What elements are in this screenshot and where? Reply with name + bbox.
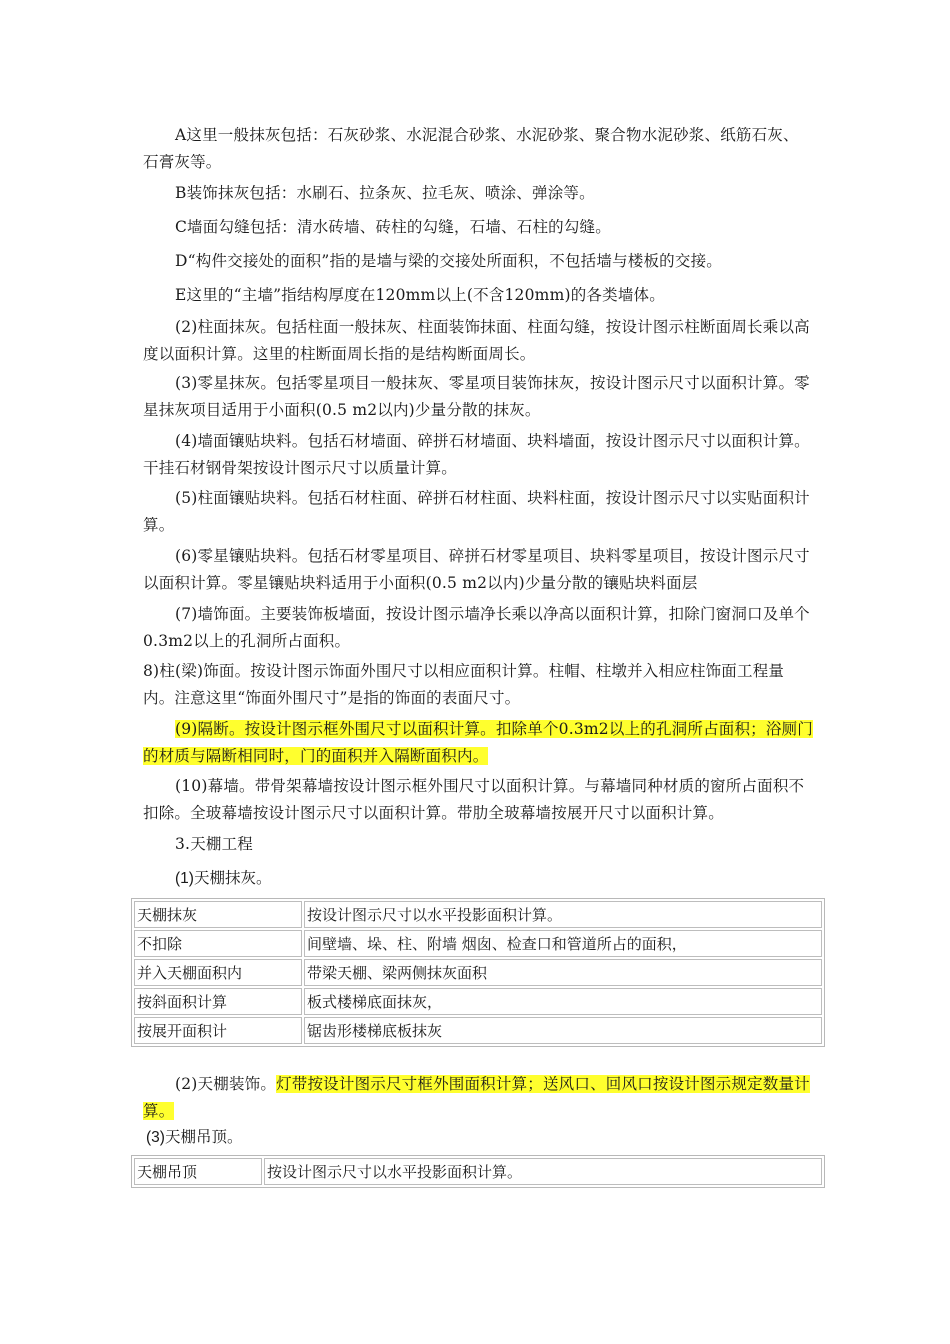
table-cell-value: 间壁墙、垛、柱、附墙 烟囱、检查口和管道所占的面积， (304, 930, 822, 957)
table-cell-label: 按展开面积计 (134, 1017, 302, 1044)
paragraph-partition (143, 716, 813, 770)
paragraph-misc-plaster: (3)零星抹灰。包括零星项目一般抹灰、零星项目装饰抹灰，按设计图示尺寸以面积计算。零星抹灰项目适用于小面积(0.5 m2以内)少量分散的抹灰。 (143, 374, 810, 419)
paragraph-e: E这里的“主墙”指结构厚度在120mm以上(不含120mm)的各类墙体。 (175, 286, 665, 304)
table-cell-label: 不扣除 (134, 930, 302, 957)
paragraph-b: B装饰抹灰包括：水刷石、拉条灰、拉毛灰、喷涂、弹涂等。 (175, 184, 595, 202)
paragraph-wall-finish: (7)墙饰面。主要装饰板墙面，按设计图示墙净长乘以净高以面积计算，扣除门窗洞口及单个0.3m2以上的孔洞所占面积。 (143, 605, 810, 650)
table-cell-value: 按设计图示尺寸以水平投影面积计算。 (264, 1158, 822, 1185)
table-row (134, 988, 822, 1015)
paragraph-a: A这里一般抹灰包括：石灰砂浆、水泥混合砂浆、水泥砂浆、聚合物水泥砂浆、纸筋石灰、石膏灰等。 (143, 126, 799, 171)
table-cell-label: 天棚抹灰 (134, 901, 302, 928)
table-cell-label: 按斜面积计算 (134, 988, 302, 1015)
paragraph-c: C墙面勾缝包括：清水砖墙、砖柱的勾缝，石墙、石柱的勾缝。 (175, 218, 611, 236)
table-cell-value: 按设计图示尺寸以水平投影面积计算。 (304, 901, 822, 928)
table-cell-value: 锯齿形楼梯底板抹灰 (304, 1017, 822, 1044)
paragraph-wall-tiles: (4)墙面镶贴块料。包括石材墙面、碎拼石材墙面、块料墙面，按设计图示尺寸以面积计算。干挂石材钢骨架按设计图示尺寸以质量计算。 (143, 432, 810, 477)
ceiling-plaster-table (131, 898, 825, 1047)
table-row (134, 959, 822, 986)
paragraph-column-plaster: (2)柱面抹灰。包括柱面一般抹灰、柱面装饰抹面、柱面勾缝，按设计图示柱断面周长乘以高度以面积计算。这里的柱断面周长指的是结构断面周长。 (143, 318, 810, 363)
paragraph-column-tiles: (5)柱面镶贴块料。包括石材柱面、碎拼石材柱面、块料柱面，按设计图示尺寸以实贴面积计算。 (143, 489, 810, 534)
ceiling-suspended-table (131, 1155, 825, 1188)
table-cell-value: 带梁天棚、梁两侧抹灰面积 (304, 959, 822, 986)
highlighted-text: (9)隔断。按设计图示框外围尺寸以面积计算。扣除单个0.3m2以上的孔洞所占面积；浴厕门的材质与隔断相同时，门的面积并入隔断面积内。 (143, 720, 813, 765)
paragraph-curtain-wall: (10)幕墙。带骨架幕墙按设计图示框外围尺寸以面积计算。与幕墙同种材质的窗所占面积不扣除。全玻幕墙按设计图示尺寸以面积计算。带肋全玻幕墙按展开尺寸以面积计算。 (143, 777, 805, 822)
table-row (134, 1158, 822, 1185)
subheading-ceiling-plaster: (1)天棚抹灰。 (175, 870, 272, 887)
table-row (134, 901, 822, 928)
table-cell-label: 天棚吊顶 (134, 1158, 262, 1185)
subheading-ceiling-suspended: (3)天棚吊顶。 (146, 1129, 243, 1146)
section-heading-ceiling: 3.天棚工程 (175, 835, 253, 853)
table-cell-value: 板式楼梯底面抹灰， (304, 988, 822, 1015)
paragraph-column-beam-finish: 8)柱(梁)饰面。按设计图示饰面外围尺寸以相应面积计算。柱帽、柱墩并入相应柱饰面工程量内。注意这里“饰面外围尺寸”是指的饰面的表面尺寸。 (143, 662, 785, 707)
highlighted-text: 灯带按设计图示尺寸框外围面积计算；送风口、回风口按设计图示规定数量计算。 (143, 1075, 810, 1120)
table-cell-label: 并入天棚面积内 (134, 959, 302, 986)
table-row (134, 1017, 822, 1044)
paragraph-prefix: (2)天棚装饰。 (175, 1075, 277, 1093)
table-row (134, 930, 822, 957)
paragraph-ceiling-decoration (143, 1071, 813, 1125)
paragraph-d: D“构件交接处的面积”指的是墙与梁的交接处所面积，不包括墙与楼板的交接。 (175, 252, 722, 270)
paragraph-misc-tiles: (6)零星镶贴块料。包括石材零星项目、碎拼石材零星项目、块料零星项目，按设计图示尺寸以面积计算。零星镶贴块料适用于小面积(0.5 m2以内)少量分散的镶贴块料面层 (143, 547, 810, 592)
